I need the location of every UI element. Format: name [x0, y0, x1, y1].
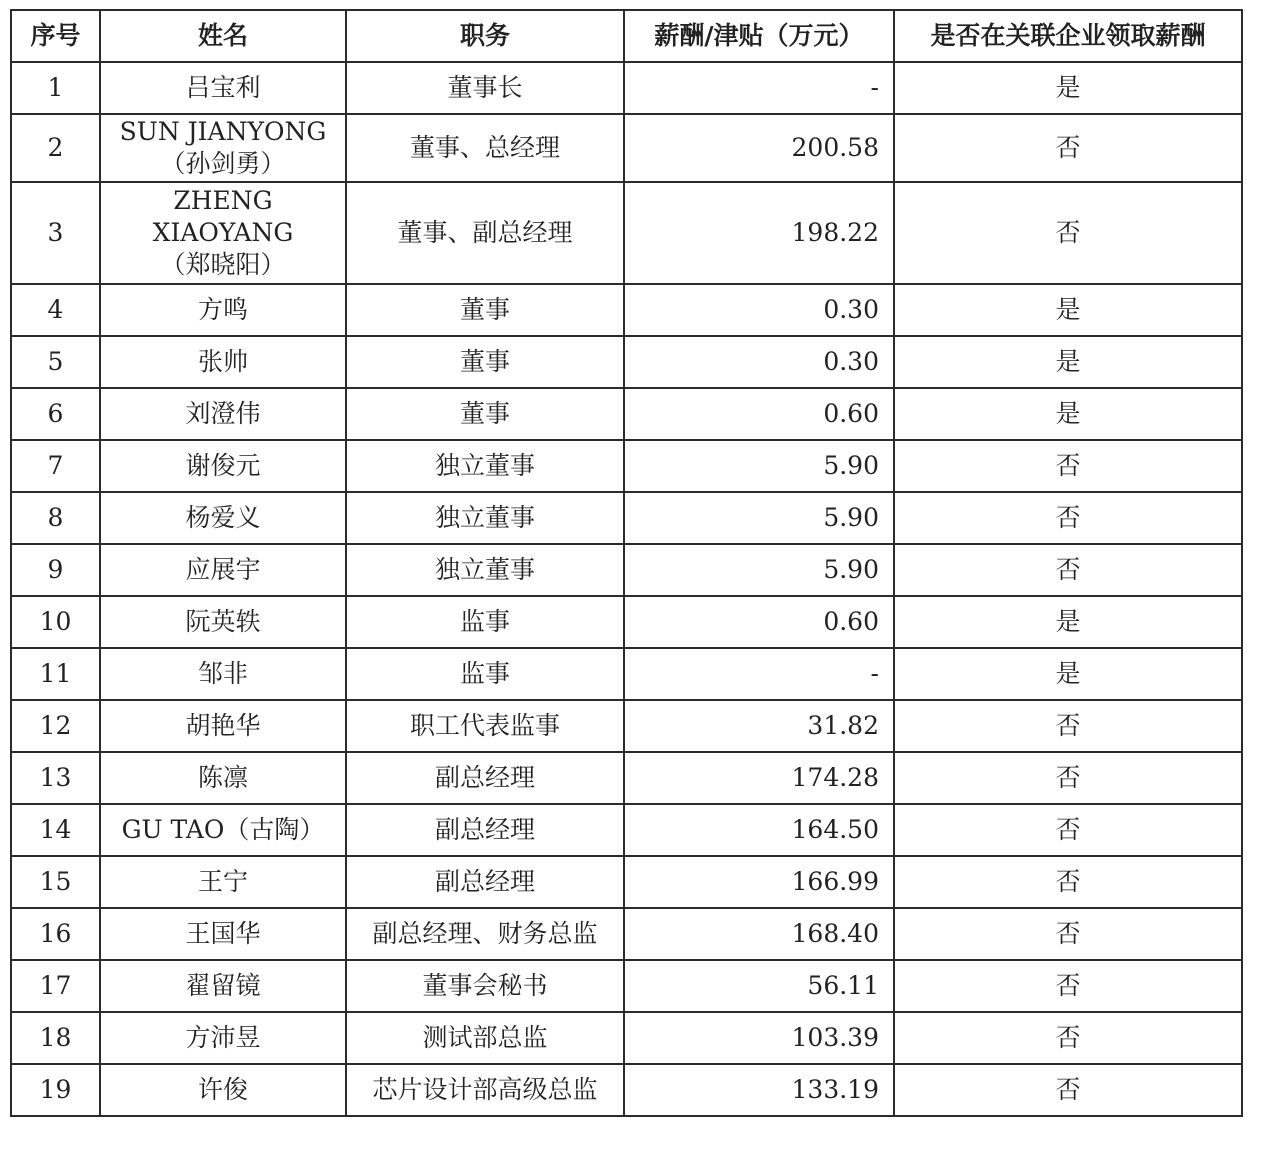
name-line: 王国华 — [185, 919, 261, 948]
cell-pay: 0.30 — [624, 336, 894, 388]
cell-related: 否 — [894, 440, 1242, 492]
cell-no: 11 — [11, 648, 100, 700]
name-line: 应展宇 — [185, 555, 261, 584]
cell-related: 否 — [894, 700, 1242, 752]
cell-title: 董事 — [346, 336, 624, 388]
compensation-table-container — [10, 9, 1243, 1117]
cell-pay: 5.90 — [624, 544, 894, 596]
table-body — [11, 62, 1242, 1116]
cell-title: 董事、总经理 — [346, 114, 624, 182]
cell-name — [100, 700, 346, 752]
cell-no: 16 — [11, 908, 100, 960]
cell-related: 否 — [894, 804, 1242, 856]
table-header-row — [11, 10, 1242, 62]
table-row — [11, 960, 1242, 1012]
name-line: 许俊 — [197, 1075, 248, 1104]
name-line: （郑晓阳） — [160, 250, 286, 279]
cell-related: 是 — [894, 388, 1242, 440]
cell-no: 9 — [11, 544, 100, 596]
cell-pay: 56.11 — [624, 960, 894, 1012]
name-line: 翟留镜 — [185, 971, 261, 1000]
cell-related: 是 — [894, 648, 1242, 700]
table-row — [11, 182, 1242, 284]
cell-name — [100, 284, 346, 336]
cell-related: 否 — [894, 1064, 1242, 1116]
name-line: （孙剑勇） — [160, 149, 286, 178]
cell-pay: 133.19 — [624, 1064, 894, 1116]
header-related: 是否在关联企业领取薪酬 — [894, 10, 1242, 62]
table-row — [11, 336, 1242, 388]
cell-related: 否 — [894, 856, 1242, 908]
table-row — [11, 62, 1242, 114]
cell-title: 职工代表监事 — [346, 700, 624, 752]
table-row — [11, 440, 1242, 492]
name-line: 刘澄伟 — [185, 399, 261, 428]
cell-name — [100, 492, 346, 544]
table-row — [11, 648, 1242, 700]
cell-related: 是 — [894, 62, 1242, 114]
cell-no: 15 — [11, 856, 100, 908]
header-no: 序号 — [11, 10, 100, 62]
cell-related: 否 — [894, 1012, 1242, 1064]
cell-no: 3 — [11, 182, 100, 284]
cell-title: 副总经理 — [346, 856, 624, 908]
table-row — [11, 114, 1242, 182]
cell-no: 4 — [11, 284, 100, 336]
cell-title: 董事、副总经理 — [346, 182, 624, 284]
cell-name — [100, 960, 346, 1012]
name-line: SUN JIANYONG — [119, 117, 327, 146]
cell-no: 1 — [11, 62, 100, 114]
cell-name — [100, 596, 346, 648]
cell-no: 10 — [11, 596, 100, 648]
cell-no: 5 — [11, 336, 100, 388]
cell-related: 否 — [894, 752, 1242, 804]
name-line: 方沛昱 — [185, 1023, 261, 1052]
header-title: 职务 — [346, 10, 624, 62]
cell-pay: 0.30 — [624, 284, 894, 336]
cell-no: 12 — [11, 700, 100, 752]
cell-no: 7 — [11, 440, 100, 492]
cell-name — [100, 544, 346, 596]
table-row — [11, 388, 1242, 440]
table-row — [11, 1064, 1242, 1116]
name-line: 阮英轶 — [185, 607, 261, 636]
cell-no: 6 — [11, 388, 100, 440]
cell-name — [100, 440, 346, 492]
name-line: GU TAO（古陶） — [121, 815, 325, 844]
name-line: 邹非 — [197, 659, 248, 688]
header-pay: 薪酬/津贴（万元） — [624, 10, 894, 62]
table-row — [11, 700, 1242, 752]
cell-related: 否 — [894, 544, 1242, 596]
header-name: 姓名 — [100, 10, 346, 62]
name-line: XIAOYANG — [152, 218, 294, 247]
table-row — [11, 804, 1242, 856]
compensation-table — [10, 9, 1243, 1117]
cell-related: 是 — [894, 336, 1242, 388]
table-row — [11, 596, 1242, 648]
cell-name — [100, 856, 346, 908]
cell-name — [100, 804, 346, 856]
cell-title: 监事 — [346, 596, 624, 648]
cell-pay: 5.90 — [624, 440, 894, 492]
cell-title: 独立董事 — [346, 544, 624, 596]
cell-related: 否 — [894, 492, 1242, 544]
cell-pay: 103.39 — [624, 1012, 894, 1064]
cell-related: 是 — [894, 596, 1242, 648]
table-row — [11, 492, 1242, 544]
cell-name — [100, 62, 346, 114]
cell-pay: - — [624, 62, 894, 114]
cell-pay: 166.99 — [624, 856, 894, 908]
table-row — [11, 1012, 1242, 1064]
cell-pay: 0.60 — [624, 596, 894, 648]
cell-pay: 31.82 — [624, 700, 894, 752]
cell-title: 副总经理 — [346, 804, 624, 856]
cell-title: 董事 — [346, 284, 624, 336]
cell-title: 董事长 — [346, 62, 624, 114]
cell-name — [100, 1064, 346, 1116]
cell-name — [100, 114, 346, 182]
table-row — [11, 752, 1242, 804]
cell-name — [100, 908, 346, 960]
cell-name — [100, 336, 346, 388]
name-line: 吕宝利 — [185, 73, 261, 102]
cell-no: 2 — [11, 114, 100, 182]
cell-related: 是 — [894, 284, 1242, 336]
cell-pay: 164.50 — [624, 804, 894, 856]
cell-name — [100, 752, 346, 804]
cell-related: 否 — [894, 114, 1242, 182]
cell-related: 否 — [894, 908, 1242, 960]
cell-related: 否 — [894, 960, 1242, 1012]
cell-name — [100, 388, 346, 440]
cell-pay: 168.40 — [624, 908, 894, 960]
cell-pay: 174.28 — [624, 752, 894, 804]
cell-name — [100, 648, 346, 700]
name-line: 胡艳华 — [185, 711, 261, 740]
cell-name — [100, 182, 346, 284]
cell-no: 17 — [11, 960, 100, 1012]
cell-title: 副总经理、财务总监 — [346, 908, 624, 960]
name-line: ZHENG — [173, 186, 273, 215]
cell-pay: 0.60 — [624, 388, 894, 440]
cell-title: 独立董事 — [346, 440, 624, 492]
cell-no: 19 — [11, 1064, 100, 1116]
cell-title: 副总经理 — [346, 752, 624, 804]
cell-no: 8 — [11, 492, 100, 544]
cell-no: 18 — [11, 1012, 100, 1064]
cell-title: 芯片设计部高级总监 — [346, 1064, 624, 1116]
name-line: 张帅 — [197, 347, 248, 376]
table-row — [11, 544, 1242, 596]
cell-no: 14 — [11, 804, 100, 856]
name-line: 杨爱义 — [185, 503, 261, 532]
cell-title: 独立董事 — [346, 492, 624, 544]
cell-title: 测试部总监 — [346, 1012, 624, 1064]
cell-pay: - — [624, 648, 894, 700]
cell-title: 董事 — [346, 388, 624, 440]
name-line: 方鸣 — [197, 295, 248, 324]
cell-title: 董事会秘书 — [346, 960, 624, 1012]
cell-pay: 200.58 — [624, 114, 894, 182]
cell-no: 13 — [11, 752, 100, 804]
cell-title: 监事 — [346, 648, 624, 700]
name-line: 谢俊元 — [185, 451, 261, 480]
cell-pay: 5.90 — [624, 492, 894, 544]
name-line: 王宁 — [197, 867, 248, 896]
cell-related: 否 — [894, 182, 1242, 284]
name-line: 陈凛 — [197, 763, 248, 792]
cell-pay: 198.22 — [624, 182, 894, 284]
table-row — [11, 856, 1242, 908]
table-row — [11, 284, 1242, 336]
table-row — [11, 908, 1242, 960]
cell-name — [100, 1012, 346, 1064]
